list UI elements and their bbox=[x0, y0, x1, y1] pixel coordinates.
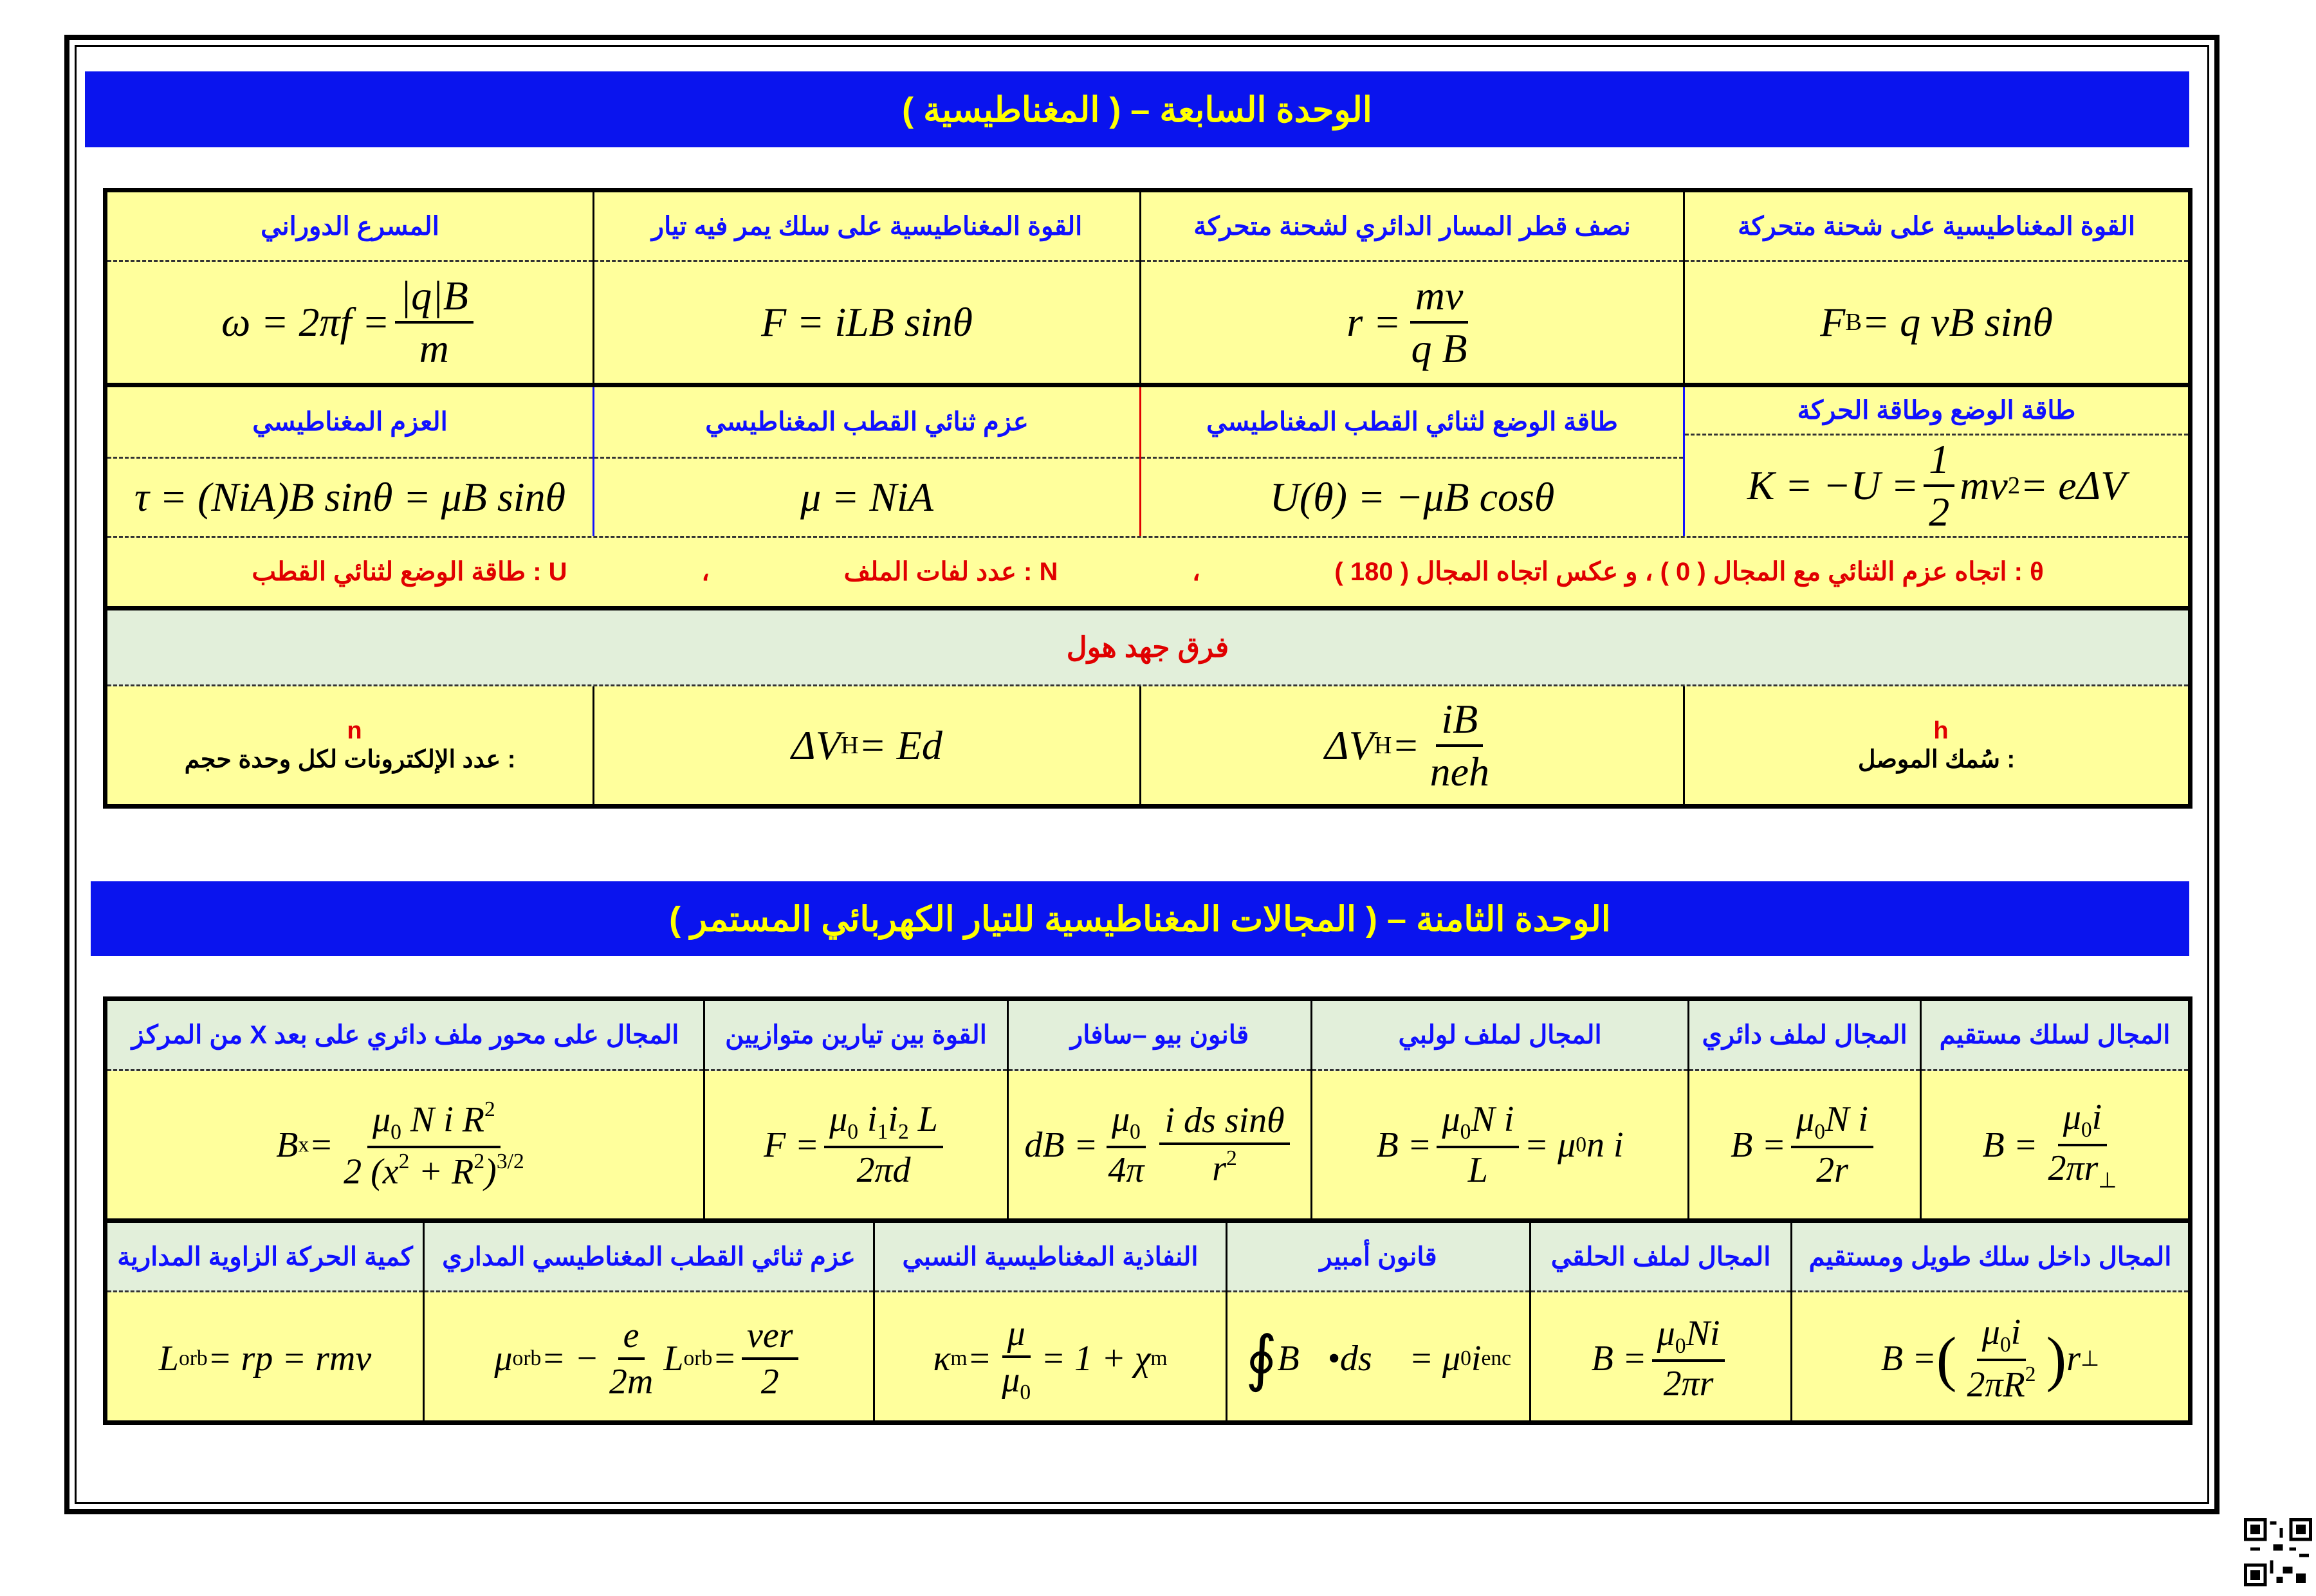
def-symbol: h bbox=[1933, 717, 1949, 744]
cell-title: طاقة الوضع لثنائي القطب المغناطيسي bbox=[1141, 387, 1683, 459]
formula-text: ω = 2πf = bbox=[221, 299, 390, 345]
formula-subscript: 0 bbox=[1460, 1346, 1471, 1370]
formula-text: L bbox=[663, 1339, 684, 1379]
denominator bbox=[1924, 487, 1954, 536]
note-symbol: θ bbox=[2030, 558, 2044, 586]
denominator bbox=[1425, 747, 1494, 796]
formula bbox=[1009, 1071, 1310, 1218]
formula-text: r = bbox=[1346, 299, 1401, 345]
formula-subscript: H bbox=[1374, 731, 1392, 759]
formula-subscript: orb bbox=[178, 1346, 208, 1370]
note-symbol: U bbox=[548, 558, 567, 586]
note-text: : عدد لفات الملف bbox=[843, 558, 1033, 586]
hall-h-def bbox=[1683, 686, 2188, 804]
u8-row1-c1 bbox=[1687, 1001, 1920, 1218]
formula-text: = μ bbox=[1524, 1124, 1576, 1165]
formula-text: 2πR bbox=[1967, 1364, 2025, 1405]
fraction bbox=[1962, 1312, 2041, 1405]
formula-text: B bbox=[276, 1124, 299, 1165]
formula-text: n i bbox=[1586, 1124, 1624, 1165]
formula-text: μ bbox=[1111, 1099, 1130, 1140]
denominator bbox=[1811, 1148, 1853, 1191]
cell-title: المسرع الدوراني bbox=[107, 192, 593, 262]
formula-text: κ bbox=[933, 1339, 951, 1379]
formula bbox=[1685, 436, 2188, 536]
cell-title: قانون أمبير bbox=[1227, 1223, 1529, 1292]
formula-text: e bbox=[623, 1316, 639, 1355]
formula-subscript: H bbox=[840, 731, 859, 759]
cell-title: القوة بين تيارين متوازيين bbox=[705, 1001, 1007, 1071]
formula-text: = eΔV bbox=[2020, 463, 2126, 508]
formula-text: τ = (NiA)B sinθ = μB sinθ bbox=[134, 474, 566, 520]
formula-subscript: x bbox=[298, 1132, 309, 1157]
cell-title: المجال داخل سلك طويل ومستقيم bbox=[1792, 1223, 2188, 1292]
formula-text: = 1 + χ bbox=[1041, 1339, 1151, 1379]
formula bbox=[1312, 1071, 1687, 1218]
formula-text: = − bbox=[541, 1339, 599, 1379]
formula-text: L bbox=[158, 1339, 179, 1379]
formula-subscript: ⊥ bbox=[2081, 1347, 2100, 1371]
fraction bbox=[997, 1313, 1036, 1405]
u8-row1-c3 bbox=[1007, 1001, 1310, 1218]
fraction bbox=[604, 1315, 658, 1402]
formula-text: ( bbox=[1936, 1325, 1957, 1393]
note-theta bbox=[1334, 557, 2043, 587]
fraction bbox=[1425, 695, 1494, 796]
def-text: : سُمك الموصل bbox=[1857, 746, 2016, 773]
formula-text: L bbox=[908, 1099, 938, 1140]
denominator bbox=[338, 1148, 529, 1193]
fraction bbox=[1406, 272, 1473, 372]
formula-subscript: 0 bbox=[1576, 1132, 1586, 1157]
note-text: : طاقة الوضع لثنائي القطب bbox=[252, 558, 542, 586]
formula-superscript: 2 bbox=[473, 1149, 485, 1173]
formula-text: i ds sinθ bbox=[1164, 1101, 1285, 1141]
note-separator: ، bbox=[1191, 558, 1200, 586]
denominator bbox=[851, 1148, 915, 1191]
formula-text: μ bbox=[1796, 1099, 1815, 1140]
cell-title: كمية الحركة الزاوية المدارية bbox=[107, 1223, 423, 1292]
unit7-header: الوحدة السابعة – ( المغناطيسية ) bbox=[85, 71, 2189, 147]
unit8-header: الوحدة الثامنة – ( المجالات المغناطيسية للتيار الكهربائي المستمر ) bbox=[91, 881, 2189, 956]
u7-r2-c0 bbox=[1683, 387, 2188, 536]
formula-text: μ bbox=[494, 1339, 513, 1379]
formula-text: q B bbox=[1411, 326, 1467, 371]
formula bbox=[425, 1292, 873, 1425]
cell-title: طاقة الوضع وطاقة الحركة bbox=[1685, 387, 2188, 436]
formula-subscript: 0 bbox=[1130, 1119, 1141, 1144]
formula-text: ΔV bbox=[791, 722, 841, 768]
note-text: : اتجاه عزم الثنائي مع المجال ( 0 ) ، و عكس اتجاه المجال ( 180 ) bbox=[1334, 558, 2023, 586]
numerator bbox=[618, 1315, 645, 1360]
formula bbox=[1689, 1071, 1920, 1218]
formula bbox=[1141, 686, 1683, 804]
formula bbox=[1141, 262, 1683, 383]
u7-r2-c1 bbox=[1139, 387, 1683, 536]
formula-text: U(θ) = −μB cosθ bbox=[1269, 474, 1555, 520]
note-separator: ، bbox=[701, 558, 710, 586]
formula-text: mv bbox=[1415, 273, 1464, 318]
formula-subscript: 0 bbox=[1999, 1333, 2011, 1357]
formula-text: B = bbox=[1880, 1339, 1936, 1379]
formula-text: = bbox=[309, 1124, 334, 1165]
formula-text: μ bbox=[2063, 1097, 2081, 1137]
formula-subscript: 0 bbox=[391, 1119, 401, 1144]
formula-text: B = bbox=[1982, 1124, 2038, 1165]
denominator bbox=[756, 1360, 784, 1402]
formula-superscript: 3/2 bbox=[496, 1149, 524, 1173]
formula-text: i bbox=[888, 1099, 898, 1140]
formula-text: |q|B bbox=[400, 273, 468, 318]
formula-text: = bbox=[712, 1339, 737, 1379]
formula-text: F = bbox=[764, 1124, 820, 1165]
formula bbox=[107, 1071, 703, 1218]
formula-subscript: m bbox=[950, 1346, 968, 1370]
formula-subscript: 0 bbox=[1020, 1380, 1031, 1404]
formula bbox=[1922, 1071, 2188, 1218]
formula-subscript: B bbox=[1845, 309, 1862, 336]
numerator bbox=[1977, 1312, 2026, 1361]
numerator bbox=[1410, 272, 1469, 324]
formula-text: i bbox=[2091, 1097, 2102, 1137]
formula-text: F = iLB sinθ bbox=[761, 299, 973, 345]
unit7-notes bbox=[107, 538, 2188, 610]
formula-text: K = −U = bbox=[1747, 463, 1919, 508]
u8-row2-c4 bbox=[423, 1223, 873, 1425]
def-text: : عدد الإلكترونات لكل وحدة حجم bbox=[184, 746, 516, 773]
cell-title: قانون بيو –سافار bbox=[1009, 1001, 1310, 1071]
fraction bbox=[2043, 1097, 2122, 1193]
formula-text: μ bbox=[1442, 1099, 1460, 1140]
formula-text: 2 bbox=[1929, 489, 1950, 535]
fraction bbox=[395, 272, 473, 372]
formula-text: = rp = rmv bbox=[207, 1339, 372, 1379]
formula-text: μ = NiA bbox=[800, 474, 933, 520]
u8-row2-c0 bbox=[1790, 1223, 2188, 1425]
fraction bbox=[338, 1097, 529, 1193]
unit8-table bbox=[103, 996, 2192, 1425]
u7-r2-c2 bbox=[593, 387, 1139, 536]
fraction bbox=[1924, 436, 1954, 536]
numerator bbox=[824, 1099, 943, 1148]
fraction bbox=[1652, 1313, 1725, 1405]
numerator bbox=[395, 272, 473, 324]
formula-subscript: 0 bbox=[1814, 1119, 1825, 1144]
formula-text: i bbox=[858, 1099, 878, 1140]
formula bbox=[875, 1292, 1226, 1425]
formula-subscript: enc bbox=[1481, 1346, 1512, 1370]
cell-title: القوة المغناطيسية على سلك يمر فيه تيار bbox=[594, 192, 1139, 262]
formula-text: i bbox=[2010, 1312, 2021, 1353]
hall-formula-1-cell bbox=[1139, 686, 1683, 804]
denominator bbox=[1659, 1362, 1719, 1404]
formula-subscript: orb bbox=[512, 1346, 542, 1370]
formula-text: μ bbox=[1002, 1359, 1020, 1400]
u8-row1-c0 bbox=[1920, 1001, 2188, 1218]
formula-text: = q vB sinθ bbox=[1861, 299, 2053, 345]
formula-text: F bbox=[1820, 299, 1846, 345]
numerator bbox=[1436, 695, 1483, 747]
formula-text: Ni bbox=[1686, 1313, 1720, 1353]
u8-row2-c3 bbox=[873, 1223, 1226, 1425]
formula-text: ∮ bbox=[1245, 1325, 1278, 1393]
formula bbox=[1792, 1292, 2188, 1425]
unit8-row1 bbox=[107, 1001, 2188, 1223]
u7-r1-c1 bbox=[1139, 192, 1683, 383]
cell-title: المجال على محور ملف دائري على بعد X من المركز bbox=[107, 1001, 703, 1071]
numerator bbox=[1652, 1313, 1725, 1362]
denominator bbox=[997, 1358, 1036, 1405]
formula-text: = bbox=[967, 1339, 992, 1379]
numerator bbox=[1791, 1099, 1873, 1148]
formula-text: B = bbox=[1376, 1124, 1432, 1165]
denominator bbox=[604, 1360, 658, 1402]
u8-row1-c2 bbox=[1310, 1001, 1687, 1218]
formula-text: N i bbox=[1471, 1099, 1514, 1140]
formula bbox=[107, 1292, 423, 1425]
denominator bbox=[1207, 1145, 1242, 1189]
denominator bbox=[1103, 1148, 1149, 1191]
numerator bbox=[2058, 1097, 2107, 1146]
unit7-row1 bbox=[107, 192, 2188, 387]
u8-row2-c2 bbox=[1226, 1223, 1529, 1425]
formula-text: 2m bbox=[609, 1362, 654, 1402]
cell-title: المجال لملف لولبي bbox=[1312, 1001, 1687, 1071]
hall-formula-2-cell bbox=[593, 686, 1139, 804]
formula-text: 2πd bbox=[856, 1150, 911, 1190]
formula-text: i bbox=[1471, 1339, 1482, 1379]
cell-title: القوة المغناطيسية على شحنة متحركة bbox=[1685, 192, 2188, 262]
formula-text: B = bbox=[1731, 1124, 1787, 1165]
formula bbox=[1685, 262, 2188, 383]
formula bbox=[1531, 1292, 1790, 1425]
numerator bbox=[1107, 1099, 1146, 1148]
formula-subscript: m bbox=[1150, 1346, 1168, 1370]
formula bbox=[1227, 1292, 1529, 1425]
formula-text: 4π bbox=[1108, 1150, 1144, 1190]
u8-row2-c1 bbox=[1529, 1223, 1790, 1425]
formula-subscript: 2 bbox=[897, 1119, 909, 1144]
qr-code bbox=[2244, 1518, 2312, 1586]
formula-text: ΔV bbox=[1325, 722, 1374, 768]
numerator bbox=[1002, 1313, 1031, 1358]
fraction bbox=[1791, 1099, 1873, 1191]
cell-title: عزم ثنائي القطب المغناطيسي bbox=[594, 387, 1139, 459]
formula bbox=[107, 459, 593, 536]
formula-text: L bbox=[1467, 1150, 1488, 1190]
cell-title: المجال لسلك مستقيم bbox=[1922, 1001, 2188, 1071]
formula bbox=[594, 459, 1139, 536]
numerator bbox=[367, 1097, 501, 1148]
u7-r1-c3 bbox=[107, 192, 593, 383]
cell-title: المجال لملف دائري bbox=[1689, 1001, 1920, 1071]
formula-superscript: 2 bbox=[484, 1097, 495, 1121]
formula-subscript: 0 bbox=[2081, 1117, 2092, 1142]
formula-superscript: 2 bbox=[2025, 1362, 2036, 1387]
formula-text: μ bbox=[1981, 1312, 2000, 1353]
formula-text: 2πr bbox=[2048, 1148, 2099, 1188]
hall-title: فرق جهد هول bbox=[107, 610, 2188, 686]
formula-text: N i bbox=[1824, 1099, 1868, 1140]
formula-text: m bbox=[419, 326, 449, 371]
formula bbox=[594, 262, 1139, 383]
formula-text: r bbox=[1212, 1148, 1227, 1189]
numerator bbox=[1924, 436, 1954, 487]
note-n bbox=[844, 557, 1058, 587]
fraction bbox=[824, 1099, 943, 1191]
formula-subscript: 0 bbox=[1460, 1119, 1471, 1144]
formula-text: = bbox=[1392, 722, 1420, 768]
formula-text: B = bbox=[1591, 1339, 1647, 1379]
formula-text: μ bbox=[1007, 1313, 1025, 1353]
denominator bbox=[1962, 1361, 2041, 1406]
formula-text: 2r bbox=[1816, 1150, 1848, 1190]
formula bbox=[594, 686, 1139, 804]
formula-text: μ bbox=[829, 1099, 848, 1140]
formula-text: + R bbox=[409, 1151, 474, 1192]
u7-r1-c0 bbox=[1683, 192, 2188, 383]
numerator bbox=[742, 1315, 798, 1360]
formula-text: ) bbox=[484, 1151, 497, 1192]
formula bbox=[107, 262, 593, 383]
formula-text: iB bbox=[1441, 695, 1478, 742]
cell-title: النفاذية المغناطيسية النسبي bbox=[875, 1223, 1226, 1292]
formula-text: N i R bbox=[401, 1099, 485, 1140]
formula-subscript: 0 bbox=[847, 1119, 859, 1144]
formula-text: r bbox=[2066, 1339, 2081, 1379]
formula-text: neh bbox=[1429, 748, 1489, 794]
numerator bbox=[1437, 1099, 1519, 1148]
formula-subscript: ⊥ bbox=[2098, 1168, 2117, 1193]
formula-text: ) bbox=[2046, 1325, 2067, 1393]
formula-text: ver bbox=[747, 1316, 793, 1355]
fraction bbox=[1437, 1099, 1519, 1191]
denominator bbox=[414, 324, 454, 372]
fraction bbox=[1103, 1099, 1149, 1191]
formula-subscript: 1 bbox=[877, 1119, 888, 1144]
hall-n-def bbox=[107, 686, 593, 804]
unit8-row2 bbox=[107, 1223, 2188, 1425]
u7-r2-c3 bbox=[107, 387, 593, 536]
formula-text: mv bbox=[1960, 463, 2008, 508]
cell-title: نصف قطر المسار الدائري لشحنة متحركة bbox=[1141, 192, 1683, 262]
fraction bbox=[1159, 1100, 1289, 1189]
u8-row2-c5 bbox=[107, 1223, 423, 1425]
cell-title: العزم المغناطيسي bbox=[107, 387, 593, 459]
u8-row1-c5 bbox=[107, 1001, 703, 1218]
hall-row bbox=[107, 686, 2188, 804]
cell-title: عزم ثنائي القطب المغناطيسي المداري bbox=[425, 1223, 873, 1292]
cell-title: المجال لملف الحلقي bbox=[1531, 1223, 1790, 1292]
u8-row1-c4 bbox=[703, 1001, 1007, 1218]
denominator bbox=[1406, 324, 1473, 372]
formula-text: μ bbox=[372, 1099, 391, 1140]
formula-text: μ bbox=[1657, 1313, 1675, 1353]
u7-r1-c2 bbox=[593, 192, 1139, 383]
note-symbol: N bbox=[1039, 558, 1058, 586]
denominator bbox=[2043, 1146, 2122, 1193]
formula-text: = Ed bbox=[858, 722, 942, 768]
formula-text: B⃗•ds⃗ = μ bbox=[1277, 1339, 1461, 1379]
numerator bbox=[1159, 1100, 1289, 1145]
fraction bbox=[742, 1315, 798, 1402]
formula bbox=[1141, 459, 1683, 536]
unit7-table bbox=[103, 188, 2192, 809]
formula-subscript: 0 bbox=[1675, 1334, 1686, 1358]
unit7-row2 bbox=[107, 387, 2188, 538]
formula-text: 2 (x bbox=[344, 1151, 399, 1192]
formula-text: 2πr bbox=[1663, 1364, 1714, 1404]
def-symbol: n bbox=[347, 717, 362, 744]
formula-superscript: 2 bbox=[2007, 472, 2021, 499]
formula-text: 2 bbox=[760, 1362, 779, 1402]
formula-superscript: 2 bbox=[1226, 1146, 1237, 1171]
formula-subscript: orb bbox=[683, 1346, 713, 1370]
denominator bbox=[1463, 1148, 1493, 1191]
formula-text: 1 bbox=[1929, 436, 1950, 482]
formula-superscript: 2 bbox=[398, 1149, 410, 1173]
note-u bbox=[252, 557, 567, 587]
formula-text: dB = bbox=[1024, 1124, 1098, 1165]
formula bbox=[705, 1071, 1007, 1218]
